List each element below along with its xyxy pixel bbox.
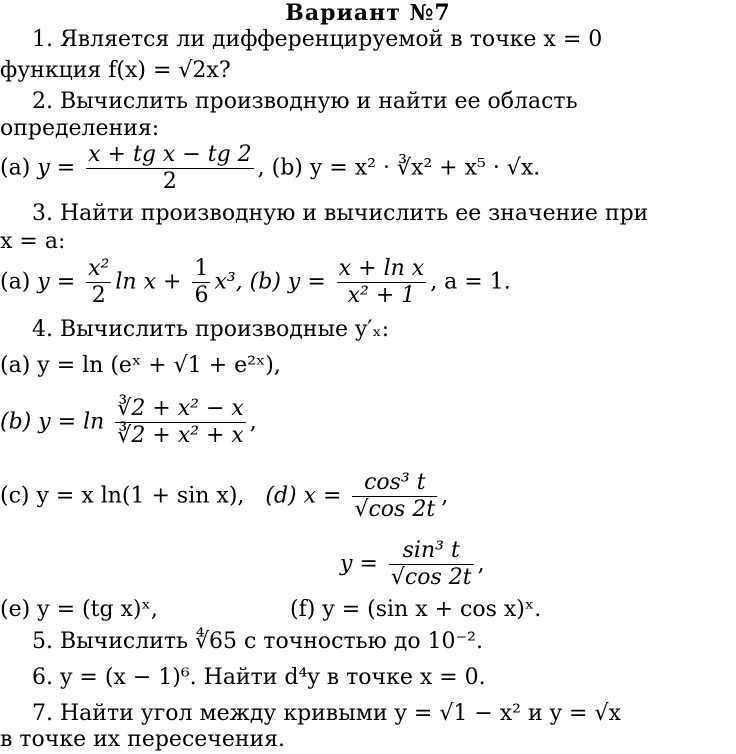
formula-tail: , a = 1. <box>430 269 511 295</box>
problem-1-line-2: функция f(x) = √2x? <box>0 58 231 83</box>
fraction-denominator: 6 <box>194 283 209 308</box>
formula-middle: ln x + <box>115 269 182 295</box>
fraction-denominator: x² + 1 <box>347 283 416 308</box>
fraction <box>337 256 426 309</box>
formula-lhs: (b) y = ln <box>0 409 105 435</box>
formula-tail: , <box>441 483 449 509</box>
problem-4-line-1: 4. Вычислить производные y′ₓ: <box>32 317 390 342</box>
problem-6: 6. y = (x − 1)⁶. Найти d⁴y в точке x = 0. <box>32 665 486 690</box>
problem-2-formulas <box>0 142 736 202</box>
problem-3-formulas <box>0 256 736 318</box>
formula-lhs: y = <box>37 269 76 295</box>
fraction-numerator: 1 <box>194 256 209 281</box>
item-label: (a) <box>0 269 31 295</box>
fraction-denominator: ∛2 + x² + x <box>117 423 244 448</box>
fraction <box>86 142 254 195</box>
problem-4-d-second <box>0 538 736 598</box>
formula-tail: , <box>477 551 485 577</box>
problem-3-line-2: x = a: <box>0 229 66 254</box>
fraction <box>115 396 246 449</box>
problem-2-line-2: определения: <box>0 116 160 141</box>
item-label: (a) <box>0 155 31 181</box>
problem-3-line-1: 3. Найти производную и вычислить ее значение при <box>32 201 649 226</box>
fraction <box>192 256 210 309</box>
fraction-numerator: ∛2 + x² − x <box>117 396 244 421</box>
formula-f: (f) y = (sin x + cos x)ˣ. <box>290 597 542 622</box>
formula-lhs: (d) x = <box>265 483 342 509</box>
fraction <box>389 538 474 591</box>
fraction-numerator: x² <box>88 256 110 281</box>
formula-e: (e) y = (tg x)ˣ, <box>0 597 158 622</box>
formula-tail: , <box>249 409 257 435</box>
problem-4-c-d <box>0 470 736 530</box>
formula-lhs: y = <box>37 155 76 181</box>
fraction-numerator: x + ln x <box>338 256 425 281</box>
fraction-denominator: 2 <box>162 169 177 194</box>
problem-1-line-1: 1. Является ли дифференцируемой в точке x = 0 <box>32 27 603 52</box>
fraction-numerator: x + tg x − tg 2 <box>88 142 252 167</box>
fraction-numerator: sin³ t <box>389 538 474 565</box>
fraction-denominator: 2 <box>91 283 106 308</box>
fraction-denominator: √cos 2t <box>354 497 436 522</box>
problem-5: 5. Вычислить ∜65 с точностью до 10⁻². <box>32 629 483 654</box>
fraction <box>86 256 111 309</box>
formula-tail: , (b) y = x² · ∛x² + x⁵ · √x. <box>257 155 541 181</box>
problem-2-line-1: 2. Вычислить производную и найти ее область <box>32 89 578 114</box>
problem-4-a: (a) y = ln (eˣ + √1 + e²ˣ), <box>0 353 281 378</box>
formula-middle: x³, (b) y = <box>214 269 326 295</box>
formula-c: (c) y = x ln(1 + sin x), <box>0 483 245 509</box>
page-title: Вариант №7 <box>285 0 451 26</box>
formula-lhs: y = <box>340 551 378 577</box>
fraction <box>352 470 437 523</box>
problem-7-line-2: в точке их пересечения. <box>0 727 286 752</box>
fraction-numerator: cos³ t <box>352 470 437 497</box>
fraction-denominator: √cos 2t <box>390 565 472 590</box>
problem-4-e-f <box>0 596 736 624</box>
problem-4-b <box>0 396 736 462</box>
problem-7-line-1: 7. Найти угол между кривыми y = √1 − x² и y = √x <box>32 701 621 726</box>
